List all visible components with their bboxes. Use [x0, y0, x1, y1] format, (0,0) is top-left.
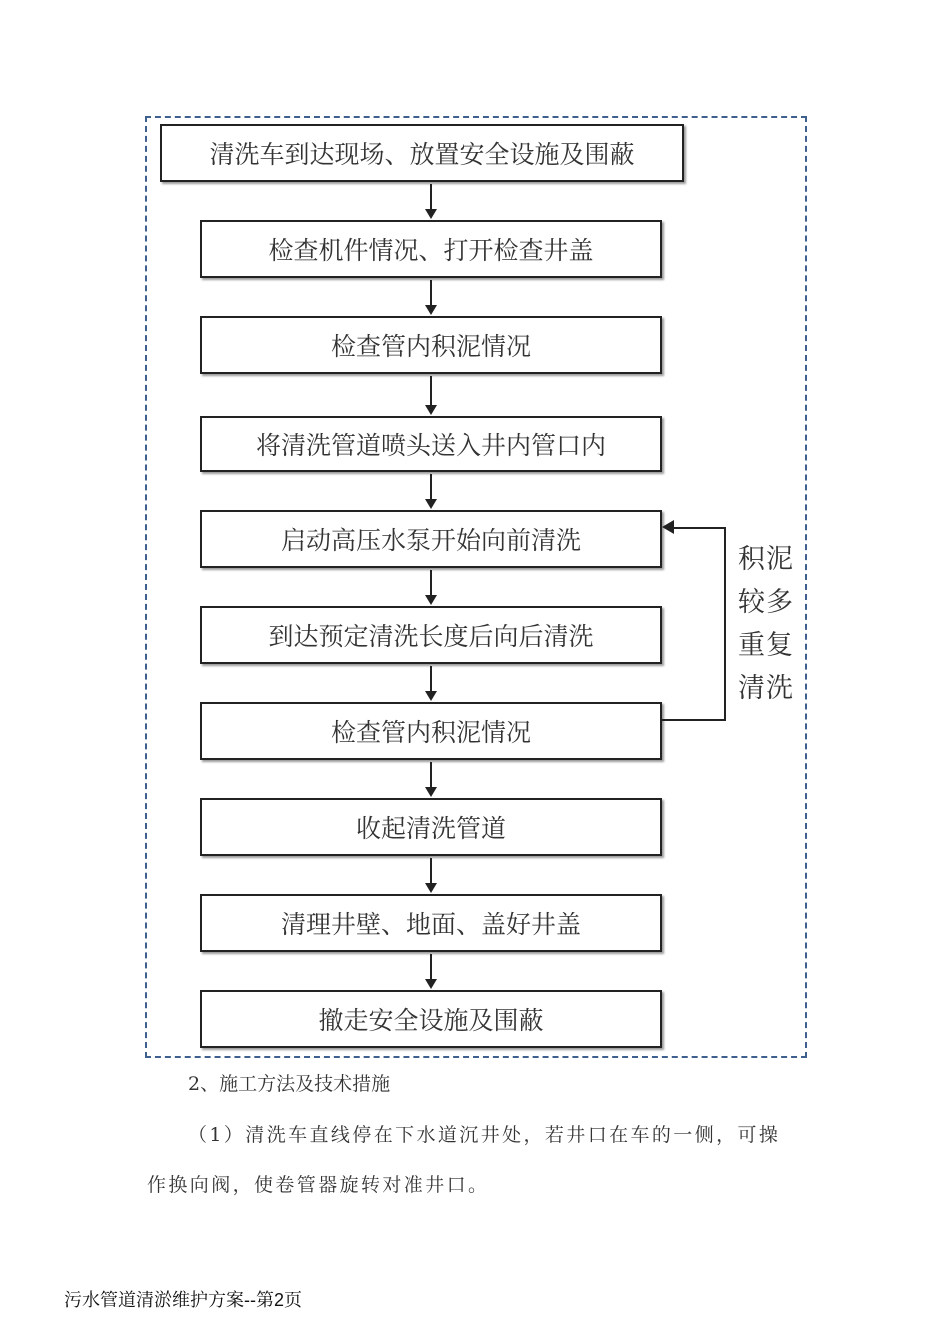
- loop-line-bottom: [662, 719, 726, 721]
- flow-step-4: 将清洗管道喷头送入井内管口内: [200, 416, 662, 472]
- flow-step-7: 检查管内积泥情况: [200, 702, 662, 760]
- flow-arrow: [430, 954, 432, 987]
- loop-line-vertical: [724, 527, 726, 721]
- loop-line-top: [672, 527, 726, 529]
- flow-arrow: [430, 666, 432, 699]
- flow-arrow: [430, 474, 432, 507]
- flow-arrow: [430, 762, 432, 795]
- flow-step-1: 清洗车到达现场、放置安全设施及围蔽: [160, 124, 684, 182]
- paragraph-line-1: （1）清洗车直线停在下水道沉井处，若井口在车的一侧，可操: [188, 1124, 781, 1146]
- flow-arrow: [430, 570, 432, 603]
- flow-step-8: 收起清洗管道: [200, 798, 662, 856]
- loop-arrow-head: [662, 520, 674, 534]
- flow-arrow: [430, 376, 432, 413]
- flow-step-3: 检查管内积泥情况: [200, 316, 662, 374]
- flow-step-10: 撤走安全设施及围蔽: [200, 990, 662, 1048]
- flow-step-2: 检查机件情况、打开检查井盖: [200, 220, 662, 278]
- flow-step-6: 到达预定清洗长度后向后清洗: [200, 606, 662, 664]
- loop-label: 积泥较多重复清洗: [738, 544, 794, 704]
- flow-step-5: 启动高压水泵开始向前清洗: [200, 510, 662, 568]
- flow-step-9: 清理井壁、地面、盖好井盖: [200, 894, 662, 952]
- section-heading: 2、施工方法及技术措施: [188, 1073, 391, 1095]
- flow-arrow: [430, 280, 432, 313]
- page-footer: 污水管道清淤维护方案--第2页: [64, 1290, 302, 1310]
- flow-arrow: [430, 184, 432, 217]
- flow-arrow: [430, 858, 432, 891]
- paragraph-line-2: 作换向阀，使卷管器旋转对准井口。: [147, 1174, 490, 1196]
